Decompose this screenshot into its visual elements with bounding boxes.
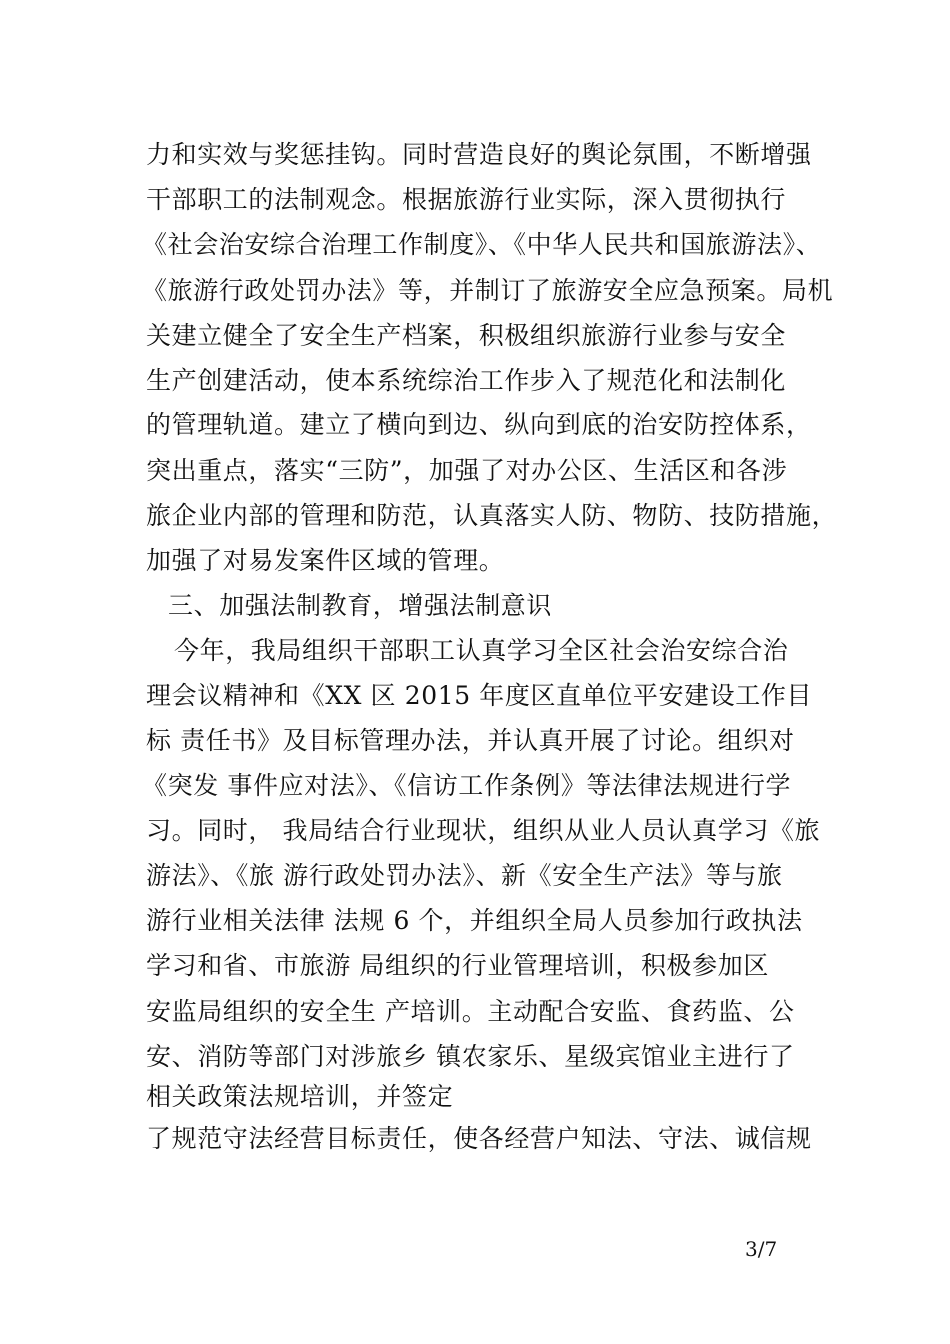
section-heading: 三、加强法制教育，增强法制意识	[168, 591, 553, 620]
text-line: 游行业相关法律 法规 6 个，并组织全局人员参加行政执法	[146, 906, 803, 935]
text-line: 《社会治安综合治理工作制度》、《中华人民共和国旅游法》、	[142, 230, 822, 259]
text-line: 了规范守法经营目标责任，使各经营户知法、守法、诚信规	[146, 1124, 812, 1153]
text-line: 相关政策法规培训，并签定	[146, 1082, 454, 1111]
text-line: 干部职工的法制观念。根据旅游行业实际，深入贯彻执行	[146, 185, 787, 214]
text-line: 突出重点，落实“三防”，加强了对办公区、生活区和各涉	[146, 456, 788, 485]
text-line: 习。同时， 我局结合行业现状，组织从业人员认真学习《旅	[146, 816, 821, 845]
text-line: 游法》、《旅 游行政处罚办法》、新《安全生产法》等与旅	[146, 861, 783, 890]
text-line: 安、消防等部门对涉旅乡 镇农家乐、星级宾馆业主进行了	[146, 1042, 795, 1071]
page-number: 3/7	[745, 1237, 778, 1261]
text-line: 今年，我局组织干部职工认真学习全区社会治安综合治	[174, 636, 789, 665]
text-line: 力和实效与奖惩挂钩。同时营造良好的舆论氛围，不断增强	[146, 140, 812, 169]
text-line: 安监局组织的安全生 产培训。主动配合安监、食药监、公	[146, 997, 795, 1026]
text-line: 的管理轨道。建立了横向到边、纵向到底的治安防控体系，	[146, 410, 812, 439]
text-line: 旅企业内部的管理和防范，认真落实人防、物防、技防措施，	[146, 501, 838, 530]
text-line: 学习和省、市旅游 局组织的行业管理培训，积极参加区	[146, 951, 769, 980]
text-line: 《突发 事件应对法》、《信访工作条例》等法律法规进行学	[142, 771, 792, 800]
text-line: 《旅游行政处罚办法》等，并制订了旅游安全应急预案。局机	[142, 276, 834, 305]
text-line: 加强了对易发案件区域的管理。	[146, 546, 505, 575]
text-line: 标 责任书》及目标管理办法，并认真开展了讨论。组织对	[146, 726, 795, 755]
text-line: 关建立健全了安全生产档案，积极组织旅游行业参与安全	[146, 321, 787, 350]
text-line: 理会议精神和《XX 区 2015 年度区直单位平安建设工作目	[146, 681, 813, 710]
text-line: 生产创建活动，使本系统综治工作步入了规范化和法制化	[146, 366, 787, 395]
